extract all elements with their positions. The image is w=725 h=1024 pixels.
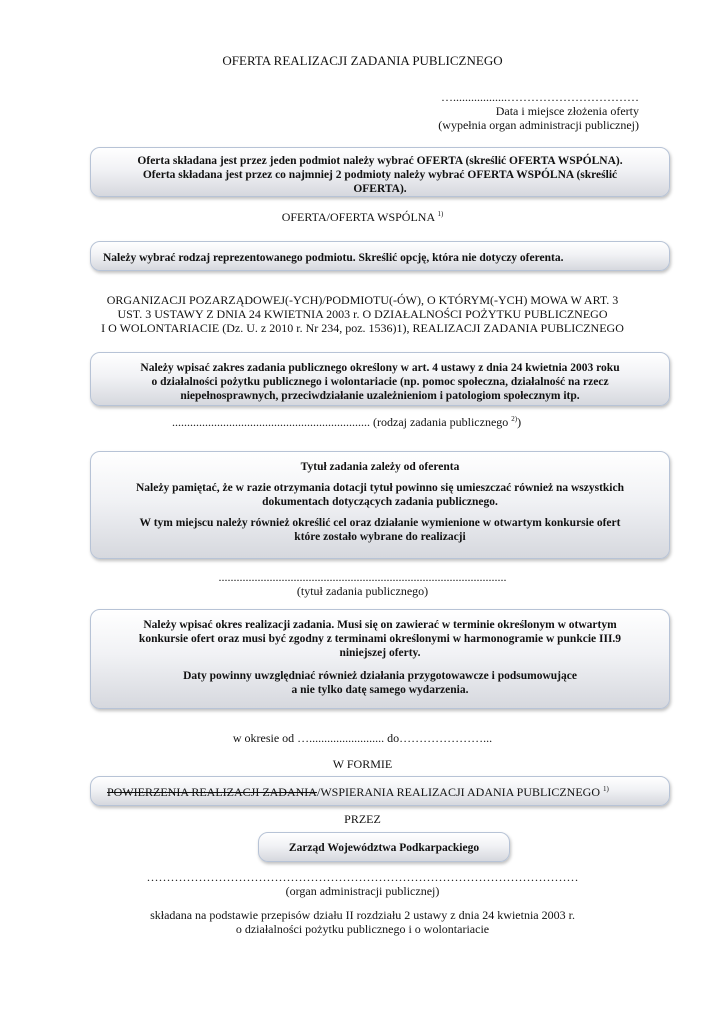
footer-line2: o działalności pożytku publicznego i o wolontariacie bbox=[235, 922, 490, 936]
callout-podmiot-text: Należy wybrać rodzaj reprezentowanego podmiotu. Skreślić opcję, która nie dotyczy oferenta. bbox=[103, 252, 564, 264]
okres-field[interactable] bbox=[0, 731, 725, 745]
tytul-field bbox=[0, 570, 725, 598]
rodzaj-footnote: 2) bbox=[511, 415, 518, 423]
organ-field bbox=[0, 870, 725, 898]
callout-okres bbox=[90, 609, 670, 709]
tytul-dots[interactable]: ................................................................................................ bbox=[218, 570, 507, 584]
callout-zakres bbox=[90, 352, 670, 406]
footer-paragraph bbox=[0, 908, 725, 936]
organizacji-line1: ORGANIZACJI POZARZĄDOWEJ(-YCH)/PODMIOTU(-ÓW), O KTÓRYM(-YCH) MOWA W ART. 3 bbox=[106, 293, 619, 307]
oferta-wspolna-text: OFERTA/OFERTA WSPÓLNA bbox=[281, 210, 438, 224]
page-title-text: OFERTA REALIZACJI ZADANIA PUBLICZNEGO bbox=[222, 53, 503, 68]
przez-text: PRZEZ bbox=[344, 812, 381, 826]
rodzaj-label: (rodzaj zadania publicznego bbox=[370, 415, 512, 429]
callout-oferta-line1: Oferta składana jest przez jeden podmiot należy wybrać OFERTA (skreślić OFERTA WSPÓLNA). bbox=[137, 155, 623, 167]
forma-footnote: 1) bbox=[602, 785, 609, 793]
przez-heading bbox=[0, 812, 725, 826]
forma-rest: /WSPIERANIA REALIZACJI ADANIA PUBLICZNEGO bbox=[316, 785, 603, 799]
callout-okres-p1-line1: Należy wpisać okres realizacji zadania. Musi się on zawierać w terminie określonym w otwartym bbox=[143, 619, 617, 631]
rodzaj-close: ) bbox=[517, 415, 522, 429]
date-label: Data i miejsce złożenia oferty bbox=[495, 104, 639, 118]
forma-strikethrough: POWIERZENIA REALIZACJI ZADANIA bbox=[107, 785, 317, 799]
date-block bbox=[339, 90, 639, 132]
date-note: (wypełnia organ administracji publicznej) bbox=[438, 118, 639, 132]
callout-oferta-line2: Oferta składana jest przez co najmniej 2 podmioty należy wybrać OFERTA WSPÓLNA (skreślić bbox=[142, 169, 618, 181]
callout-tytul-p1-line2: dokumentach dotyczących zadania publicznego. bbox=[262, 496, 498, 508]
callout-okres-p1-line3: niniejszej oferty. bbox=[339, 647, 421, 659]
callout-forma bbox=[90, 776, 670, 806]
callout-zarzad bbox=[258, 832, 510, 862]
organizacji-line3: I O WOLONTARIACIE (Dz. U. z 2010 r. Nr 234, poz. 1536)1), REALIZACJI ZADANIA PUBLICZNEGO bbox=[101, 321, 624, 335]
callout-okres-p1-line2: konkursie ofert oraz musi być zgodny z terminami określonymi w harmonogramie w punkcie III.9 bbox=[138, 633, 622, 645]
organ-dots[interactable]: ……………………………………………………………………………………………… bbox=[146, 870, 579, 884]
footer-line1: składana na podstawie przepisów działu II rozdziału 2 ustawy z dnia 24 kwietnia 2003 r. bbox=[150, 908, 575, 922]
callout-tytul-p2-line1: W tym miejscu należy również określić cel oraz działanie wymienione w otwartym konkursie ofert bbox=[139, 517, 621, 529]
rodzaj-field bbox=[172, 415, 521, 429]
callout-zakres-line2: o działalności pożytku publicznego i wolontariacie (np. pomoc społeczna, działalność na rzecz bbox=[151, 376, 609, 388]
date-dots[interactable]: …..................…………………………… bbox=[441, 90, 639, 104]
organizacji-paragraph bbox=[0, 293, 725, 335]
callout-tytul-p1-line1: Należy pamiętać, że w razie otrzymania dotacji tytuł powinno się umieszczać również na wszystkich bbox=[135, 482, 624, 494]
callout-oferta bbox=[90, 147, 670, 197]
okres-text[interactable]: w okresie od …......................... do…………………... bbox=[232, 731, 493, 745]
w-formie-text: W FORMIE bbox=[332, 757, 393, 771]
callout-oferta-line3: OFERTA). bbox=[353, 183, 407, 195]
callout-okres-p2-line2: a nie tylko datę samego wydarzenia. bbox=[291, 684, 469, 696]
w-formie-heading bbox=[0, 757, 725, 771]
rodzaj-dots[interactable]: .................................................................. bbox=[172, 415, 370, 429]
oferta-wspolna-heading bbox=[0, 210, 725, 224]
callout-tytul-p2-line2: które zostało wybrane do realizacji bbox=[294, 531, 466, 543]
callout-zarzad-text: Zarząd Województwa Podkarpackiego bbox=[288, 842, 480, 854]
callout-podmiot bbox=[90, 241, 670, 271]
organizacji-line2: UST. 3 USTAWY Z DNIA 24 KWIETNIA 2003 r. O DZIAŁALNOŚCI POŻYTKU PUBLICZNEGO bbox=[117, 307, 608, 321]
tytul-label: (tytuł zadania publicznego) bbox=[296, 584, 429, 598]
page-title bbox=[0, 53, 725, 69]
callout-tytul bbox=[90, 451, 670, 559]
callout-okres-p2-line1: Daty powinny uwzględniać również działania przygotowawcze i podsumowujące bbox=[183, 670, 577, 682]
callout-zakres-line1: Należy wpisać zakres zadania publicznego określony w art. 4 ustawy z dnia 24 kwietnia 2003 roku bbox=[140, 362, 620, 374]
oferta-wspolna-footnote: 1) bbox=[437, 210, 444, 218]
callout-zakres-line3: niepełnosprawnych, przeciwdziałanie uzależnieniom i patologiom społecznym itp. bbox=[180, 390, 580, 402]
callout-tytul-heading: Tytuł zadania zależy od oferenta bbox=[300, 461, 460, 473]
organ-label: (organ administracji publicznej) bbox=[285, 884, 440, 898]
